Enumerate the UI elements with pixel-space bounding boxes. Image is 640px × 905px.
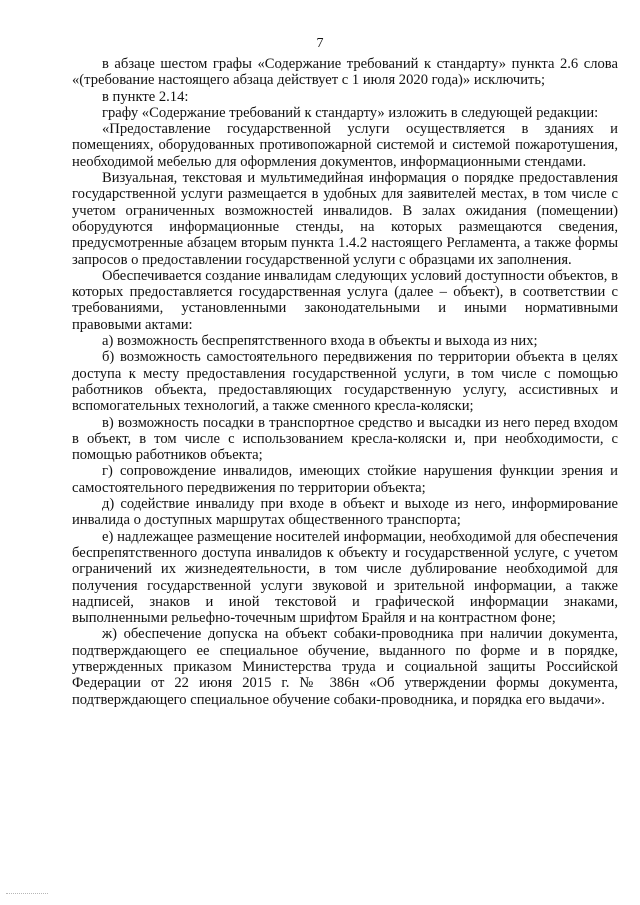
list-item-b: б) возможность самостоятельного передвижения по территории объекта в целях доступа к месту предоставления государственной услуги, в том числе с помощью работников объекта, предоставляющих государственную услугу, ассистивных и вспомогательных технологий, а также сменного кресла-коляски;: [72, 349, 618, 415]
list-item-a: а) возможность беспрепятственного входа в объекты и выхода из них;: [102, 333, 538, 350]
page-number: 7: [316, 36, 324, 51]
paragraph-abzac-2-6: в абзаце шестом графы «Содержание требований к стандарту» пункта 2.6 слова «(требование настоящего абзаца действует с 1 июля 2020 года)» исключить;: [72, 56, 618, 89]
paragraph-obespechivaetsya: Обеспечивается создание инвалидам следующих условий доступности объектов, в которых предоставляется государственная услуга (далее – объект), в соответствии с требованиями, установленными законодательными и иными нормативными правовыми актами:: [72, 267, 618, 333]
list-item-zh: ж) обеспечение допуска на объект собаки-проводника при наличии документа, подтверждающего ее специальное обучение, выданного по форме и в порядке, утвержденных приказом Министерства труда и социальной защиты Российской Федерации от 22 июня 2015 г. № 386н «Об утверждении формы документа, подтверждающего специальное обучение собаки-проводника, и порядка его выдачи».: [72, 626, 618, 708]
document-body: [72, 56, 618, 708]
paragraph-punkt-2-14: в пункте 2.14:: [102, 88, 189, 105]
list-item-g: г) сопровождение инвалидов, имеющих стойкие нарушения функции зрения и самостоятельного передвижения по территории объекта;: [72, 463, 618, 496]
paragraph-predostavlenie: «Предоставление государственной услуги осуществляется в зданиях и помещениях, оборудованных противопожарной системой и системой пожаротушения, необходимой мебелью для оформления документов, информационными стендами.: [72, 121, 618, 170]
paragraph-grafu-izlozhit: графу «Содержание требований к стандарту» изложить в следующей редакции:: [102, 104, 599, 121]
list-item-d: д) содействие инвалиду при входе в объект и выходе из него, информирование инвалида о доступных маршрутах общественного транспорта;: [72, 496, 618, 529]
list-item-v: в) возможность посадки в транспортное средство и высадки из него перед входом в объект, в том числе с использованием кресла-коляски и, при необходимости, с помощью работников объекта;: [72, 414, 618, 464]
list-item-e: е) надлежащее размещение носителей информации, необходимой для обеспечения беспрепятственного доступа инвалидов к объекту и государственной услуге, с учетом ограничений их жизнедеятельности, в том числе дублирование необходимой для получения государственной услуги звуковой и зрительной информации, а также надписей, знаков и иной текстовой и графической информации знаками, выполненными рельефно-точечным шрифтом Брайля и на контрастном фоне;: [72, 528, 618, 627]
scan-edge-mark: [6, 893, 48, 900]
paragraph-vizualnaya-informaciya: Визуальная, текстовая и мультимедийная информация о порядке предоставления государственной услуги размещается в удобных для заявителей местах, в том числе с учетом ограниченных возможностей инвалидов. В залах ожидания (помещении) оборудуются информационные стенды, на которых размещаются сведения, предусмотренные абзацем вторым пункта 1.4.2 настоящего Регламента, а также формы запросов о предоставлении государственной услуги с образцами их заполнения.: [72, 170, 618, 268]
